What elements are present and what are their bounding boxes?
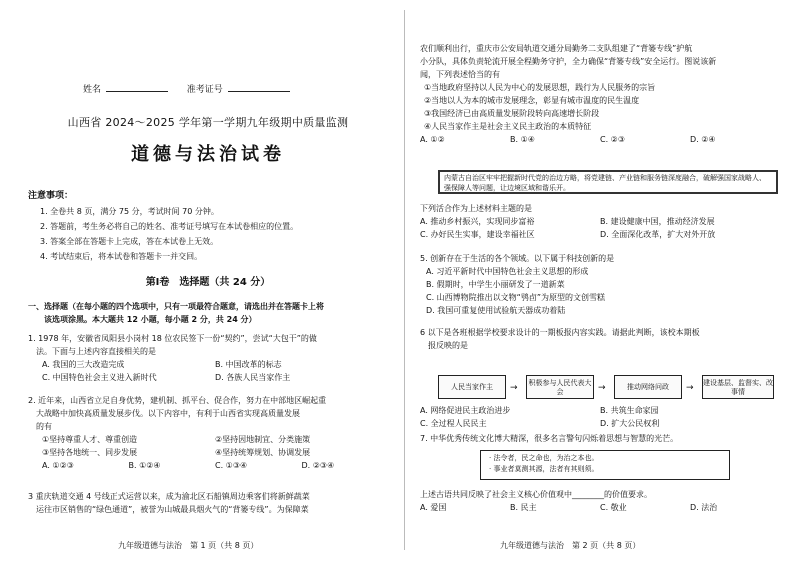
column-divider bbox=[404, 10, 405, 550]
option-b[interactable]: B. ①④ bbox=[510, 135, 535, 144]
notice-heading: 注意事项： bbox=[28, 191, 74, 201]
question-stem: 3 重庆轨道交通 4 号线正式运营以来，成为渝北区石船镇周边乘客们将新鲜蔬菜 bbox=[28, 492, 310, 501]
section-line: 一、选择题（在每小题的四个选项中，只有一项最符合题意，请选出并在答题卡上将 bbox=[28, 302, 324, 311]
option-d[interactable]: D. 扩大公民权利 bbox=[600, 419, 660, 428]
option-b[interactable]: B. ①②④ bbox=[128, 461, 161, 470]
option-row bbox=[420, 406, 780, 419]
question-stem: 6 以下是各班根据学校要求设计的一期板报内容实践。请据此判断，该校本期板 bbox=[420, 328, 700, 337]
question-stem: 小分队，具体负责轮流开展全程勤务守护，全力确保“背篓专线”安全运行。图说该新 bbox=[420, 57, 717, 66]
option-c[interactable]: C. 办好民生实事，建设幸福社区 bbox=[420, 230, 535, 239]
option-d[interactable]: D. ②③④ bbox=[301, 461, 335, 470]
option-d[interactable]: D. 法治 bbox=[690, 503, 718, 512]
question-stem: 大战略中加快高质量发展步伐。以下内容中，有利于山西省实现高质量发展 bbox=[28, 409, 300, 418]
question-stem: 农们顺利出行，重庆市公安局轨道交通分局勤务二支队组建了“背篓专线”护航 bbox=[420, 44, 693, 53]
notice-list bbox=[40, 207, 390, 267]
question-5 bbox=[420, 254, 780, 319]
question-6-options bbox=[420, 406, 780, 432]
quote-line: · 法令者，民之命也，为治之本也。 bbox=[489, 454, 599, 462]
flow-box: 建设基层、监督实、改事情 bbox=[702, 375, 774, 399]
sub-item: ④坚持统筹规划、协调发展 bbox=[215, 448, 311, 457]
question-3-cont bbox=[420, 44, 780, 148]
question-stem: 闻，下列表述恰当的有 bbox=[420, 70, 500, 79]
option-b[interactable]: B. 中国改革的标志 bbox=[215, 360, 282, 369]
question-stem: 的有 bbox=[28, 422, 52, 431]
option-row bbox=[420, 135, 780, 148]
notice-item: 4. 考试结束后，将本试卷和答题卡一并交回。 bbox=[40, 252, 203, 261]
arrow-right-icon: → bbox=[598, 383, 606, 393]
sub-item: ②坚持因地制宜、分类施策 bbox=[215, 435, 311, 444]
sub-item: ③坚持各地统一、同步发展 bbox=[42, 448, 138, 457]
material-banner: 内蒙古自治区牢牢把握新时代党的治边方略，将党建链、产业链和服务链深度融合，破解强国家战略人、强保障人等问题，让边境区域和谐乐开。 bbox=[438, 170, 778, 194]
option-row bbox=[28, 461, 388, 474]
arrow-right-icon: → bbox=[686, 383, 694, 393]
option-b[interactable]: B. 建设健康中国，推动经济发展 bbox=[600, 217, 715, 226]
option-a[interactable]: A. 推动乡村振兴，实现同步富裕 bbox=[420, 217, 535, 226]
question-stem: 法。下面与上述内容直接相关的是 bbox=[28, 347, 156, 356]
question-stem: 报反映的是 bbox=[420, 341, 468, 350]
part-title: 第Ⅰ卷 选择题（共 24 分） bbox=[145, 277, 271, 288]
question-4 bbox=[420, 204, 780, 243]
question-stem: 2. 近年来，山西省立足自身优势，建机制、抓平台、促合作，努力在中部地区崛起重 bbox=[28, 396, 327, 405]
exam-no-blank[interactable] bbox=[228, 82, 290, 92]
option-b[interactable]: B. 假期时，中学生小丽研发了一道新菜 bbox=[426, 280, 565, 289]
question-3-start bbox=[28, 492, 388, 518]
question-7-stem bbox=[420, 434, 780, 447]
section-line: 该选项涂黑。本大题共 12 小题，每小题 2 分，共 24 分） bbox=[28, 315, 257, 324]
question-stem: 7. 中华优秀传统文化博大精深，很多名言警句闪烁着思想与智慧的光芒。 bbox=[420, 434, 679, 443]
option-b[interactable]: B. 民主 bbox=[510, 503, 537, 512]
page-footer-left: 九年级道德与法治 第 1 页（共 8 页） bbox=[118, 541, 259, 550]
option-a[interactable]: A. 网络促进民主政治进步 bbox=[420, 406, 511, 415]
question-1 bbox=[28, 334, 388, 386]
option-row bbox=[420, 217, 780, 230]
option-c[interactable]: C. ②③ bbox=[600, 135, 626, 144]
option-a[interactable]: A. 习近平新时代中国特色社会主义思想的形成 bbox=[426, 267, 589, 276]
option-a[interactable]: A. 我国的三大改造完成 bbox=[42, 360, 125, 369]
option-c[interactable]: C. ①③④ bbox=[215, 461, 248, 470]
exam-no-label: 准考证号 bbox=[186, 85, 223, 95]
question-stem: 下列活合作为上述材料主题的是 bbox=[420, 204, 532, 213]
option-a[interactable]: A. 爱国 bbox=[420, 503, 447, 512]
candidate-info-row bbox=[83, 82, 306, 96]
sub-item-row bbox=[28, 435, 388, 448]
sub-item: ④人民当家作主是社会主义民主政治的本质特征 bbox=[424, 122, 592, 131]
option-row bbox=[28, 373, 388, 386]
option-c[interactable]: C. 中国特色社会主义进入新时代 bbox=[42, 373, 157, 382]
option-row bbox=[420, 230, 780, 243]
option-c[interactable]: C. 山西博物院推出以文物“鸮卣”为原型的文创雪糕 bbox=[426, 293, 605, 302]
notice-item: 1. 全卷共 8 页，满分 75 分，考试时间 70 分钟。 bbox=[40, 207, 219, 216]
section-instructions bbox=[28, 302, 388, 328]
notice-item: 3. 答案全部在答题卡上完成，答在本试卷上无效。 bbox=[40, 237, 219, 246]
notice-item: 2. 答题前，考生务必将自己的姓名、准考证号填写在本试卷相应的位置。 bbox=[40, 222, 299, 231]
flow-box: 推动网络问政 bbox=[614, 375, 682, 399]
option-c[interactable]: C. 敬业 bbox=[600, 503, 627, 512]
question-7 bbox=[420, 490, 780, 516]
flow-box: 人民当家作主 bbox=[438, 375, 506, 399]
question-6 bbox=[420, 328, 780, 354]
option-d[interactable]: D. 全面深化改革，扩大对外开放 bbox=[600, 230, 716, 239]
option-a[interactable]: A. ①② bbox=[420, 135, 445, 144]
page-footer-right: 九年级道德与法治 第 2 页（共 8 页） bbox=[500, 541, 641, 550]
exam-title: 山西省 2024～2025 学年第一学期九年级期中质量监测 bbox=[67, 116, 349, 129]
option-d[interactable]: D. ②④ bbox=[690, 135, 716, 144]
sub-item-row bbox=[28, 448, 388, 461]
option-b[interactable]: B. 共筑生命家园 bbox=[600, 406, 659, 415]
option-row bbox=[28, 360, 388, 373]
name-label: 姓名 bbox=[83, 85, 102, 95]
question-stem: 1. 1978 年，安徽省凤阳县小岗村 18 位农民签下一份“契约”，尝试“大包干”的做 bbox=[28, 334, 317, 343]
board-flow bbox=[434, 365, 780, 411]
arrow-right-icon: → bbox=[510, 383, 518, 393]
option-d[interactable]: D. 我国可重复使用试验航天器成功着陆 bbox=[426, 306, 566, 315]
name-blank[interactable] bbox=[106, 82, 168, 92]
question-stem: 上述古语共同反映了社会主义核心价值观中________的价值要求。 bbox=[420, 490, 652, 499]
option-d[interactable]: D. 各族人民当家作主 bbox=[215, 373, 291, 382]
question-stem: 5. 创新存在于生活的各个领域。以下属于科技创新的是 bbox=[420, 254, 615, 263]
quote-scroll bbox=[480, 450, 730, 480]
quote-line: · 事业者莫测其源，法者有其则须。 bbox=[489, 465, 599, 474]
option-a[interactable]: A. ①②③ bbox=[42, 461, 74, 470]
flow-box: 积极参与人民代表大会 bbox=[526, 375, 594, 399]
option-c[interactable]: C. 全过程人民民主 bbox=[420, 419, 487, 428]
option-row bbox=[420, 503, 780, 516]
sub-item: ①当地政府坚持以人民为中心的发展思想，践行为人民服务的宗旨 bbox=[424, 83, 656, 92]
sub-item: ①坚持尊重人才、尊重创造 bbox=[42, 435, 138, 444]
question-2 bbox=[28, 396, 388, 474]
question-stem: 运往市区销售的“绿色通道”，被誉为山城最具烟火气的“背篓专线”。为保障菜 bbox=[28, 505, 309, 514]
option-row bbox=[420, 419, 780, 432]
sub-item: ②当地以人为本的城市发展理念，彰显有城市温度的民生温度 bbox=[424, 96, 640, 105]
sub-item: ③我国经济已由高质量发展阶段转向高速增长阶段 bbox=[424, 109, 600, 118]
subject-title: 道德与法治试卷 bbox=[131, 144, 285, 165]
